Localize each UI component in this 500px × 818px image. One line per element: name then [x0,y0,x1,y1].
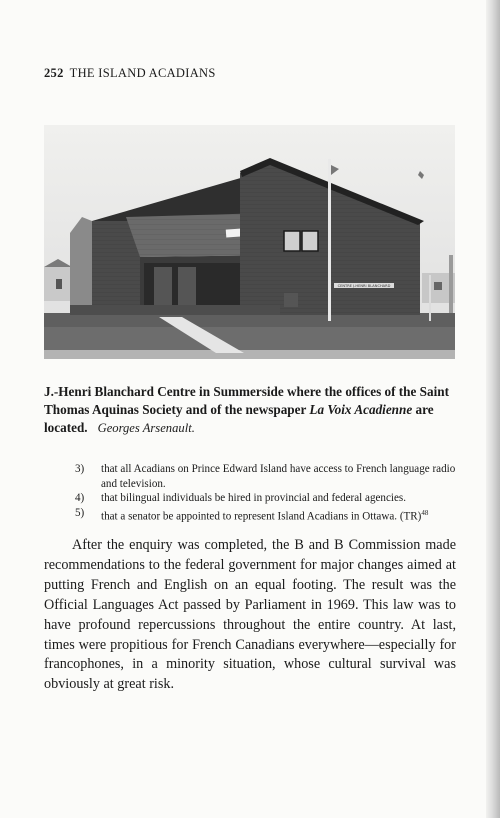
body-paragraph: After the enquiry was completed, the B and B Commission made recommendations to the federal government for major changes aimed at putting French and English on an equal footing. The result was the Official Languages Act passed by Parliament in 1969. This law was to have profound repercussions throughout the entire country. At last, times were propitious for French Canadians everywhere—especially for francophones, in a minority situation, whose cultural survival was obviously at great risk. [44,537,456,693]
footnote-reference: 48 [421,508,429,517]
list-marker: 4) [75,492,85,505]
caption-text-end: are located. [44,402,434,435]
list-item-text: that all Acadians on Prince Edward Island have access to French language radio and television. [101,463,456,490]
list-item [75,506,460,524]
building-sign: CENTRE J-HENRI BLANCHARD [337,284,391,288]
book-title: THE ISLAND ACADIANS [69,66,216,80]
caption-text: J.-Henri Blanchard Centre in Summerside where the offices of the Saint Thomas Aquinas Society and of the newspaper [44,384,449,417]
list-marker: 5) [75,506,85,519]
list-item [75,491,460,506]
building-photo-drawing [44,125,455,359]
running-head [44,66,216,81]
photo-caption [44,383,456,437]
list-item-text: that a senator be appointed to represent Island Acadians in Ottawa. (TR) [101,510,422,523]
page-number: 252 [44,66,64,80]
list-item-text: that bilingual individuals be hired in provincial and federal agencies. [101,492,406,505]
neighbor-house-left [44,259,72,301]
recommendations-list [75,462,460,524]
building-photo [44,125,455,359]
page-edge-shadow [486,0,500,818]
distant-pole [429,275,431,321]
caption-newspaper-title: La Voix Acadienne [309,402,413,417]
photo-credit: Georges Arsenault. [97,421,195,435]
list-item [75,462,460,491]
list-marker: 3) [75,463,85,475]
